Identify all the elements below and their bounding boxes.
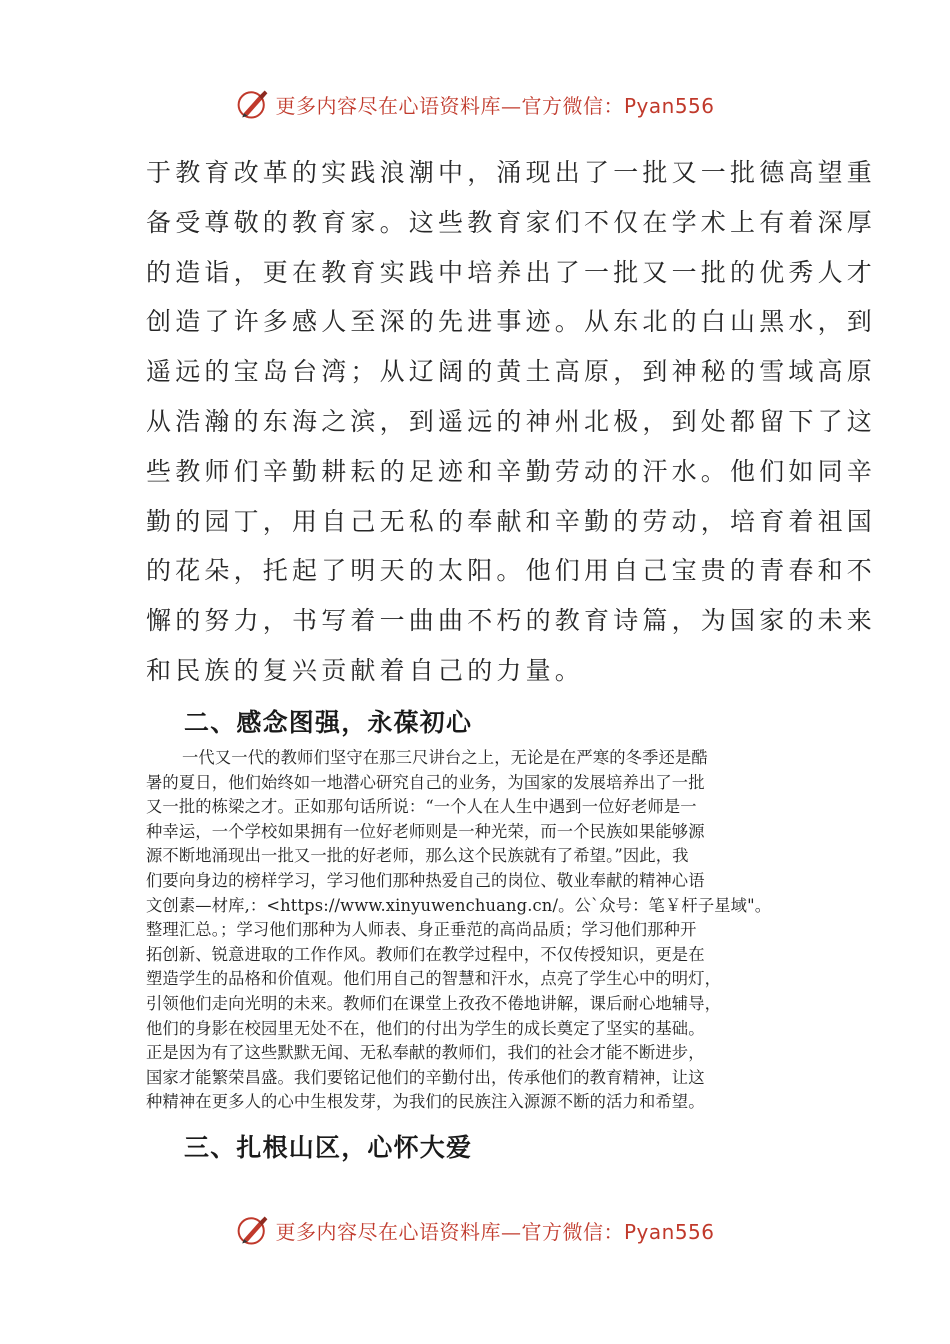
header-banner xyxy=(0,82,950,126)
text-line: 源不断地涌现出一批又一批的好老师，那么这个民族就有了希望。”因此，我 xyxy=(146,846,689,866)
header-banner-text xyxy=(275,90,714,119)
text-line: 的花朵，托起了明天的太阳。他们用自己宝贵的青春和不 xyxy=(146,556,877,586)
text-line: 于教育改革的实践浪潮中，涌现出了一批又一批德高望重 xyxy=(146,158,877,187)
text-line: 一代又一代的教师们坚守在那三尺讲台之上，无论是在严寒的冬季还是酷 xyxy=(182,748,708,767)
section-heading-3: 三、扎根山区，心怀大爱 xyxy=(184,1133,473,1162)
text-line: 种精神在更多人的心中生根发芽，为我们的民族注入源源不断的活力和希望。 xyxy=(146,1092,705,1112)
text-line: 塑造学生的品格和价值观。他们用自己的智慧和汗水，点亮了学生心中的明灯， xyxy=(146,969,722,989)
banner-label: 更多内容尽在心语资料库—官方微信： xyxy=(275,1219,624,1244)
text-line: 文创素—材库,：<https://www.xinyuwenchuang.cn/。公`众号：笔￥杆子星域"。 xyxy=(146,895,772,915)
footer-banner-text xyxy=(275,1216,714,1245)
text-line: 创造了许多感人至深的先进事迹。从东北的白山黑水，到 xyxy=(146,307,877,337)
text-line: 备受尊敬的教育家。这些教育家们不仅在学术上有着深厚 xyxy=(146,207,877,237)
text-line: 勤的园丁，用自己无私的奉献和辛勤的劳动，培育着祖国 xyxy=(146,506,877,536)
banner-wechat-id: Pyan556 xyxy=(623,93,715,118)
banner-wechat-id: Pyan556 xyxy=(623,1219,715,1244)
text-line: 又一批的栋梁之才。正如那句话所说：“一个人在人生中遇到一位好老师是一 xyxy=(146,797,697,817)
text-line: 从浩瀚的东海之滨，到遥远的神州北极，到处都留下了这 xyxy=(146,406,877,436)
section-heading-2: 二、感念图强，永葆初心 xyxy=(184,708,473,737)
pen-logo-icon xyxy=(235,1212,271,1248)
banner-label: 更多内容尽在心语资料库—官方微信： xyxy=(275,93,624,118)
text-line: 们要向身边的榜样学习，学习他们那种热爱自己的岗位、敬业奉献的精神心语 xyxy=(146,870,705,890)
pen-logo-icon xyxy=(235,86,271,122)
text-line: 和民族的复兴贡献着自己的力量。 xyxy=(146,655,585,685)
text-line: 遥远的宝岛台湾；从辽阔的黄土高原，到神秘的雪域高原 xyxy=(146,357,877,387)
text-line: 种幸运，一个学校如果拥有一位好老师则是一种光荣，而一个民族如果能够源 xyxy=(146,821,705,841)
text-line: 他们的身影在校园里无处不在，他们的付出为学生的成长奠定了坚实的基础。 xyxy=(146,1018,705,1038)
text-line: 懈的努力，书写着一曲曲不朽的教育诗篇，为国家的未来 xyxy=(146,606,877,636)
text-line: 引领他们走向光明的未来。教师们在课堂上孜孜不倦地讲解，课后耐心地辅导， xyxy=(146,993,722,1013)
text-line: 的造诣，更在教育实践中培养出了一批又一批的优秀人才 xyxy=(146,257,877,287)
text-line: 整理汇总。；学习他们那种为人师表、身正垂范的高尚品质；学习他们那种开 xyxy=(146,920,697,940)
section-2-paragraph xyxy=(146,746,810,1115)
intro-paragraph xyxy=(146,148,877,696)
text-line: 些教师们辛勤耕耘的足迹和辛勤劳动的汗水。他们如同辛 xyxy=(146,456,877,486)
text-line: 暑的夏日，他们始终如一地潜心研究自己的业务，为国家的发展培养出了一批 xyxy=(146,772,705,792)
footer-banner xyxy=(0,1208,950,1252)
text-line: 正是因为有了这些默默无闻、无私奉献的教师们，我们的社会才能不断进步， xyxy=(146,1043,705,1063)
text-line: 国家才能繁荣昌盛。我们要铭记他们的辛勤付出，传承他们的教育精神，让这 xyxy=(146,1067,705,1087)
text-line: 拓创新、锐意进取的工作作风。教师们在教学过程中，不仅传授知识，更是在 xyxy=(146,944,705,964)
